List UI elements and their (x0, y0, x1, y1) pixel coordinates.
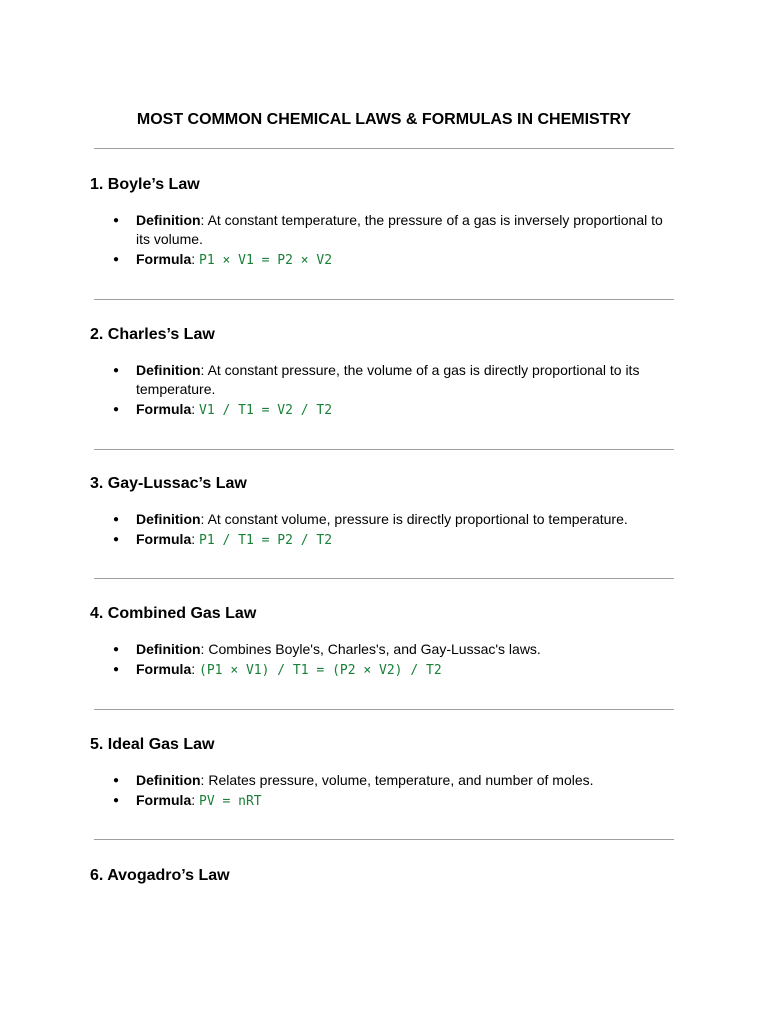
section-combined-gas-law (90, 604, 680, 681)
formula-label: Formula (136, 401, 192, 417)
definition-text: At constant temperature, the pressure of a gas is inversely proportional to its volume. (136, 212, 663, 247)
definition-label: Definition (136, 362, 201, 378)
formula-label: Formula (136, 251, 192, 267)
bullet-list (90, 361, 680, 420)
definition-label: Definition (136, 511, 201, 527)
label-separator: : (200, 511, 208, 527)
section-heading: 1. Boyle’s Law (90, 176, 200, 193)
section-divider (94, 709, 674, 710)
formula-item (90, 530, 680, 550)
bullet-list (90, 510, 680, 550)
bullet-icon: ● (113, 644, 120, 655)
bullet-icon: ● (113, 664, 120, 675)
section-heading: 4. Combined Gas Law (90, 605, 257, 622)
definition-item (90, 771, 680, 790)
formula-label: Formula (136, 661, 192, 677)
bullet-icon: ● (113, 795, 120, 806)
label-separator: : (191, 792, 200, 808)
definition-item (90, 211, 680, 249)
formula-label: Formula (136, 531, 192, 547)
formula-text: V1 / T1 = V2 / T2 (199, 403, 333, 418)
definition-text: Combines Boyle's, Charles's, and Gay-Lussac's laws. (208, 641, 541, 657)
section-heading: 3. Gay-Lussac’s Law (90, 475, 247, 492)
bullet-icon: ● (113, 404, 120, 415)
formula-item (90, 400, 680, 420)
section-charles-law (90, 325, 680, 421)
section-gay-lussacs-law (90, 474, 680, 551)
bullet-list (90, 211, 680, 270)
label-separator: : (200, 772, 209, 788)
bullet-icon: ● (113, 534, 120, 545)
section-heading: 6. Avogadro’s Law (90, 867, 230, 884)
section-divider (94, 148, 674, 149)
section-boyles-law (90, 175, 680, 271)
bullet-icon: ● (113, 514, 120, 525)
label-separator: : (191, 531, 200, 547)
section-avogadros-law (90, 866, 680, 886)
section-heading: 5. Ideal Gas Law (90, 736, 215, 753)
label-separator: : (191, 401, 200, 417)
label-separator: : (191, 661, 200, 677)
label-separator: : (200, 641, 209, 657)
section-heading: 2. Charles’s Law (90, 326, 215, 343)
formula-label: Formula (136, 792, 192, 808)
bullet-list (90, 640, 680, 680)
bullet-icon: ● (113, 365, 120, 376)
bullet-icon: ● (113, 254, 120, 265)
definition-text: Relates pressure, volume, temperature, and number of moles. (208, 772, 594, 788)
definition-text: At constant volume, pressure is directly proportional to temperature. (207, 511, 628, 527)
definition-label: Definition (136, 212, 201, 228)
section-divider (94, 839, 674, 840)
bullet-icon: ● (113, 775, 120, 786)
formula-text: (P1 × V1) / T1 = (P2 × V2) / T2 (199, 663, 442, 678)
definition-text: At constant pressure, the volume of a gas is directly proportional to its temperature. (136, 362, 640, 397)
label-separator: : (200, 212, 208, 228)
formula-text: P1 / T1 = P2 / T2 (199, 533, 333, 548)
definition-label: Definition (136, 641, 201, 657)
definition-item (90, 510, 680, 529)
document-title: MOST COMMON CHEMICAL LAWS & FORMULAS IN CHEMISTRY (136, 111, 632, 128)
bullet-list (90, 771, 680, 811)
label-separator: : (191, 251, 200, 267)
formula-text: P1 × V1 = P2 × V2 (199, 253, 333, 268)
section-divider (94, 449, 674, 450)
formula-item (90, 791, 680, 811)
formula-text: PV = nRT (199, 794, 262, 809)
definition-label: Definition (136, 772, 201, 788)
definition-item (90, 361, 680, 399)
formula-item (90, 250, 680, 270)
formula-item (90, 660, 680, 680)
section-ideal-gas-law (90, 735, 680, 812)
label-separator: : (200, 362, 208, 378)
definition-item (90, 640, 680, 659)
section-divider (94, 578, 674, 579)
bullet-icon: ● (113, 215, 120, 226)
section-divider (94, 299, 674, 300)
